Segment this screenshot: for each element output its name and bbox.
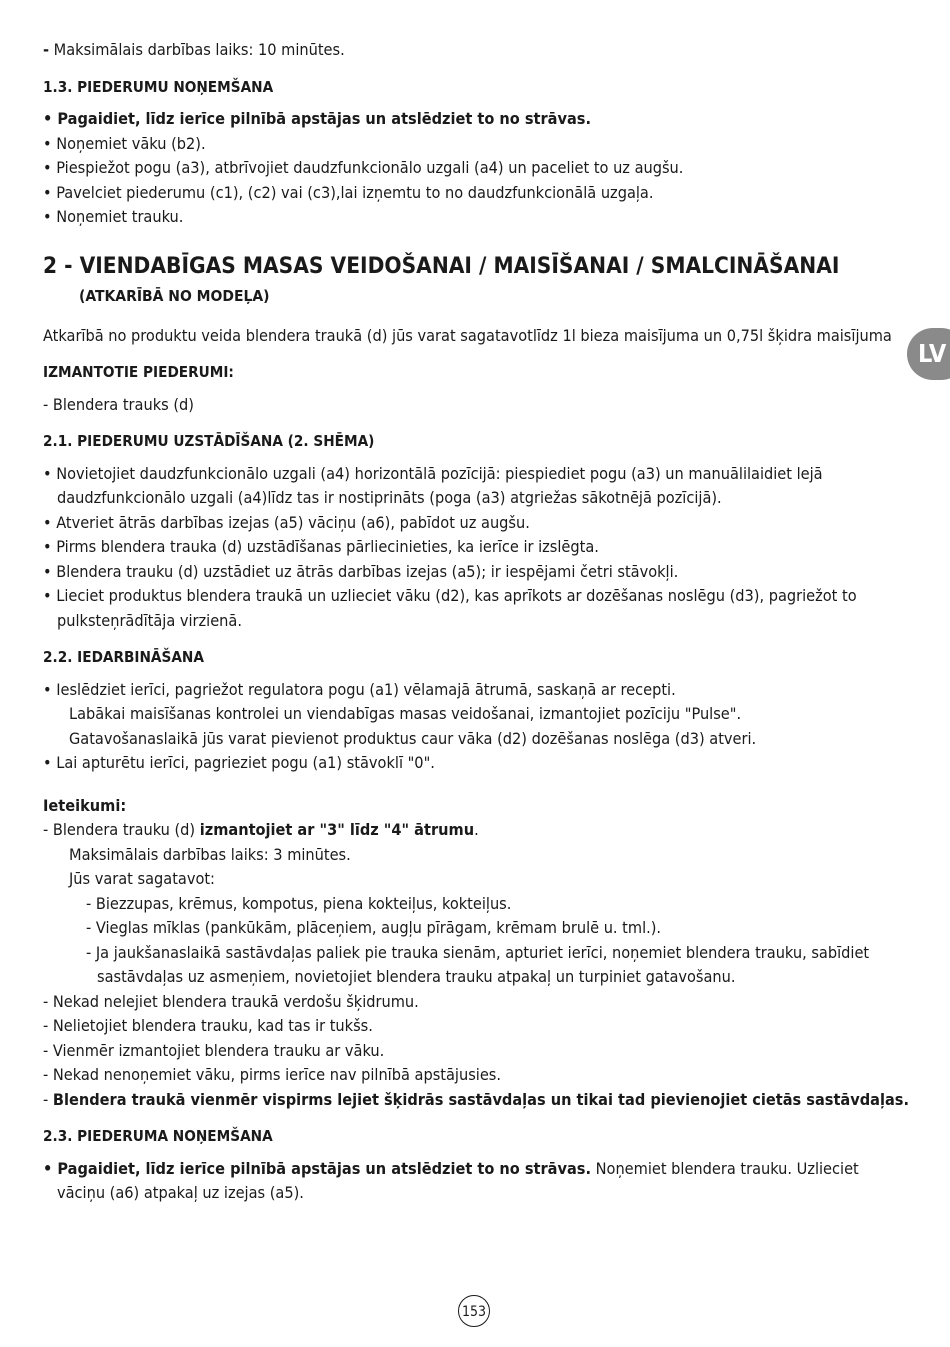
tips-line-1: - Blendera trauku (d) izmantojiet ar "3" līdz "4" ātrumu.: [43, 820, 479, 839]
language-tab: LV: [907, 328, 950, 380]
s13-item-3: • Piespiežot pogu (a3), atbrīvojiet daudzfunkcionālo uzgali (a4) un paceliet to uz augšu.: [43, 158, 684, 177]
section-2-2-heading: 2.2. IEDARBINĀŠANA: [43, 648, 204, 666]
s21-item-4: • Blendera trauku (d) uzstādiet uz ātrās darbības izejas (a5); ir iespējami četri stāvokļi.: [43, 561, 679, 581]
s13-item-1: • Pagaidiet, līdz ierīce pilnībā apstājas un atslēdziet to no strāvas.: [43, 109, 592, 128]
page-number: 153: [458, 1295, 490, 1327]
s21-item-1: • Novietojiet daudzfunkcionālo uzgali (a4) horizontālā pozīcijā: piespiediet pogu (a3) un manuālilaidiet lejā daudzfunkcionālo uzgali (a4)līdz tas ir nostiprināts (poga (a3) atgriežas sākotnējā pozīcijā).: [43, 463, 823, 507]
tips-rule-5: - Blendera traukā vienmēr vispirms lejiet šķidrās sastāvdaļas un tikai tad pievienojiet cietās sastāvdaļas.: [43, 1089, 909, 1109]
tips-max-time: Maksimālais darbības laiks: 3 minūtes.: [69, 844, 351, 864]
s21-item-2: • Atveriet ātrās darbības izejas (a5) vāciņu (a6), pabīdot uz augšu.: [43, 512, 530, 532]
s22-item-1: • Ieslēdziet ierīci, pagriežot regulatora pogu (a1) vēlamajā ātrumā, saskaņā ar recepti.: [43, 679, 676, 699]
section-2-title: 2 - VIENDABĪGAS MASAS VEIDOŠANAI / MAISĪŠANAI / SMALCINĀŠANAI (ATKARĪBĀ NO MODEĻA): [43, 252, 840, 305]
page-content: [43, 38, 908, 1206]
max-time-text: Maksimālais darbības laiks: 10 minūtes.: [49, 40, 345, 59]
tips-rule-2: - Nelietojiet blendera trauku, kad tas ir tukšs.: [43, 1016, 373, 1035]
tips-sub-3: - Ja jaukšanaslaikā sastāvdaļas paliek pie trauka sienām, apturiet ierīci, noņemiet blendera trauku, sabīdiet sastāvdaļas uz asmeņiem, novietojiet blendera trauku atpakaļ un turpiniet gatavošanu.: [86, 942, 870, 986]
section-1-3-heading: 1.3. PIEDERUMU NOŅEMŠANA: [43, 77, 274, 96]
s23-item-1: • Pagaidiet, līdz ierīce pilnībā apstājas un atslēdziet to no strāvas. Noņemiet blendera trauku. Uzlieciet vāciņu (a6) atpakaļ uz izejas (a5).: [43, 1158, 859, 1202]
used-accessories-item: - Blendera trauks (d): [43, 394, 194, 414]
s22-item-1-cont-2: Gatavošanaslaikā jūs varat pievienot produktus caur vāka (d2) dozēšanas noslēga (d3) atveri.: [69, 728, 757, 748]
tips-rule-1: - Nekad nelejiet blendera traukā verdošu šķidrumu.: [43, 991, 419, 1011]
tips-rule-4: - Nekad nenoņemiet vāku, pirms ierīce nav pilnībā apstājusies.: [43, 1065, 502, 1084]
s22-item-2: • Lai apturētu ierīci, pagrieziet pogu (a1) stāvoklī "0".: [43, 753, 435, 772]
s22-item-1-cont-1: Labākai maisīšanas kontrolei un viendabīgas masas veidošanai, izmantojiet pozīciju "Pulse".: [69, 704, 742, 723]
tips-rule-3: - Vienmēr izmantojiet blendera trauku ar vāku.: [43, 1040, 385, 1060]
s13-item-5: • Noņemiet trauku.: [43, 207, 184, 226]
tips-sub-1: - Biezzupas, krēmus, kompotus, piena kokteiļus, kokteiļus.: [86, 893, 512, 913]
tips-can-prepare: Jūs varat sagatavot:: [69, 869, 215, 888]
section-2-intro: Atkarībā no produktu veida blendera traukā (d) jūs varat sagatavotlīdz 1l bieza maisījuma un 0,75l šķidra maisījuma: [43, 325, 892, 345]
s13-item-4: • Pavelciet piederumu (c1), (c2) vai (c3),lai izņemtu to no daudzfunkcionālā uzgaļa.: [43, 182, 654, 202]
used-accessories-heading: IZMANTOTIE PIEDERUMI:: [43, 363, 234, 381]
section-2-3-heading: 2.3. PIEDERUMA NOŅEMŠANA: [43, 1127, 273, 1145]
tips-heading: Ieteikumi:: [43, 795, 127, 815]
s21-item-5: • Lieciet produktus blendera traukā un uzlieciet vāku (d2), kas aprīkots ar dozēšanas noslēgu (d3), pagriežot to pulksteņrādītāja virzienā.: [43, 586, 857, 630]
dash: -: [43, 40, 50, 59]
s13-item-2: • Noņemiet vāku (b2).: [43, 133, 206, 153]
max-time-line: [43, 38, 908, 63]
s21-item-3: • Pirms blendera trauka (d) uzstādīšanas pārliecinieties, ka ierīce ir izslēgta.: [43, 537, 599, 556]
section-2-1-heading: 2.1. PIEDERUMU UZSTĀDĪŠANA (2. SHĒMA): [43, 432, 375, 450]
tips-sub-2: - Vieglas mīklas (pankūkām, plāceņiem, augļu pīrāgam, krēmam brulē u. tml.).: [86, 918, 662, 937]
